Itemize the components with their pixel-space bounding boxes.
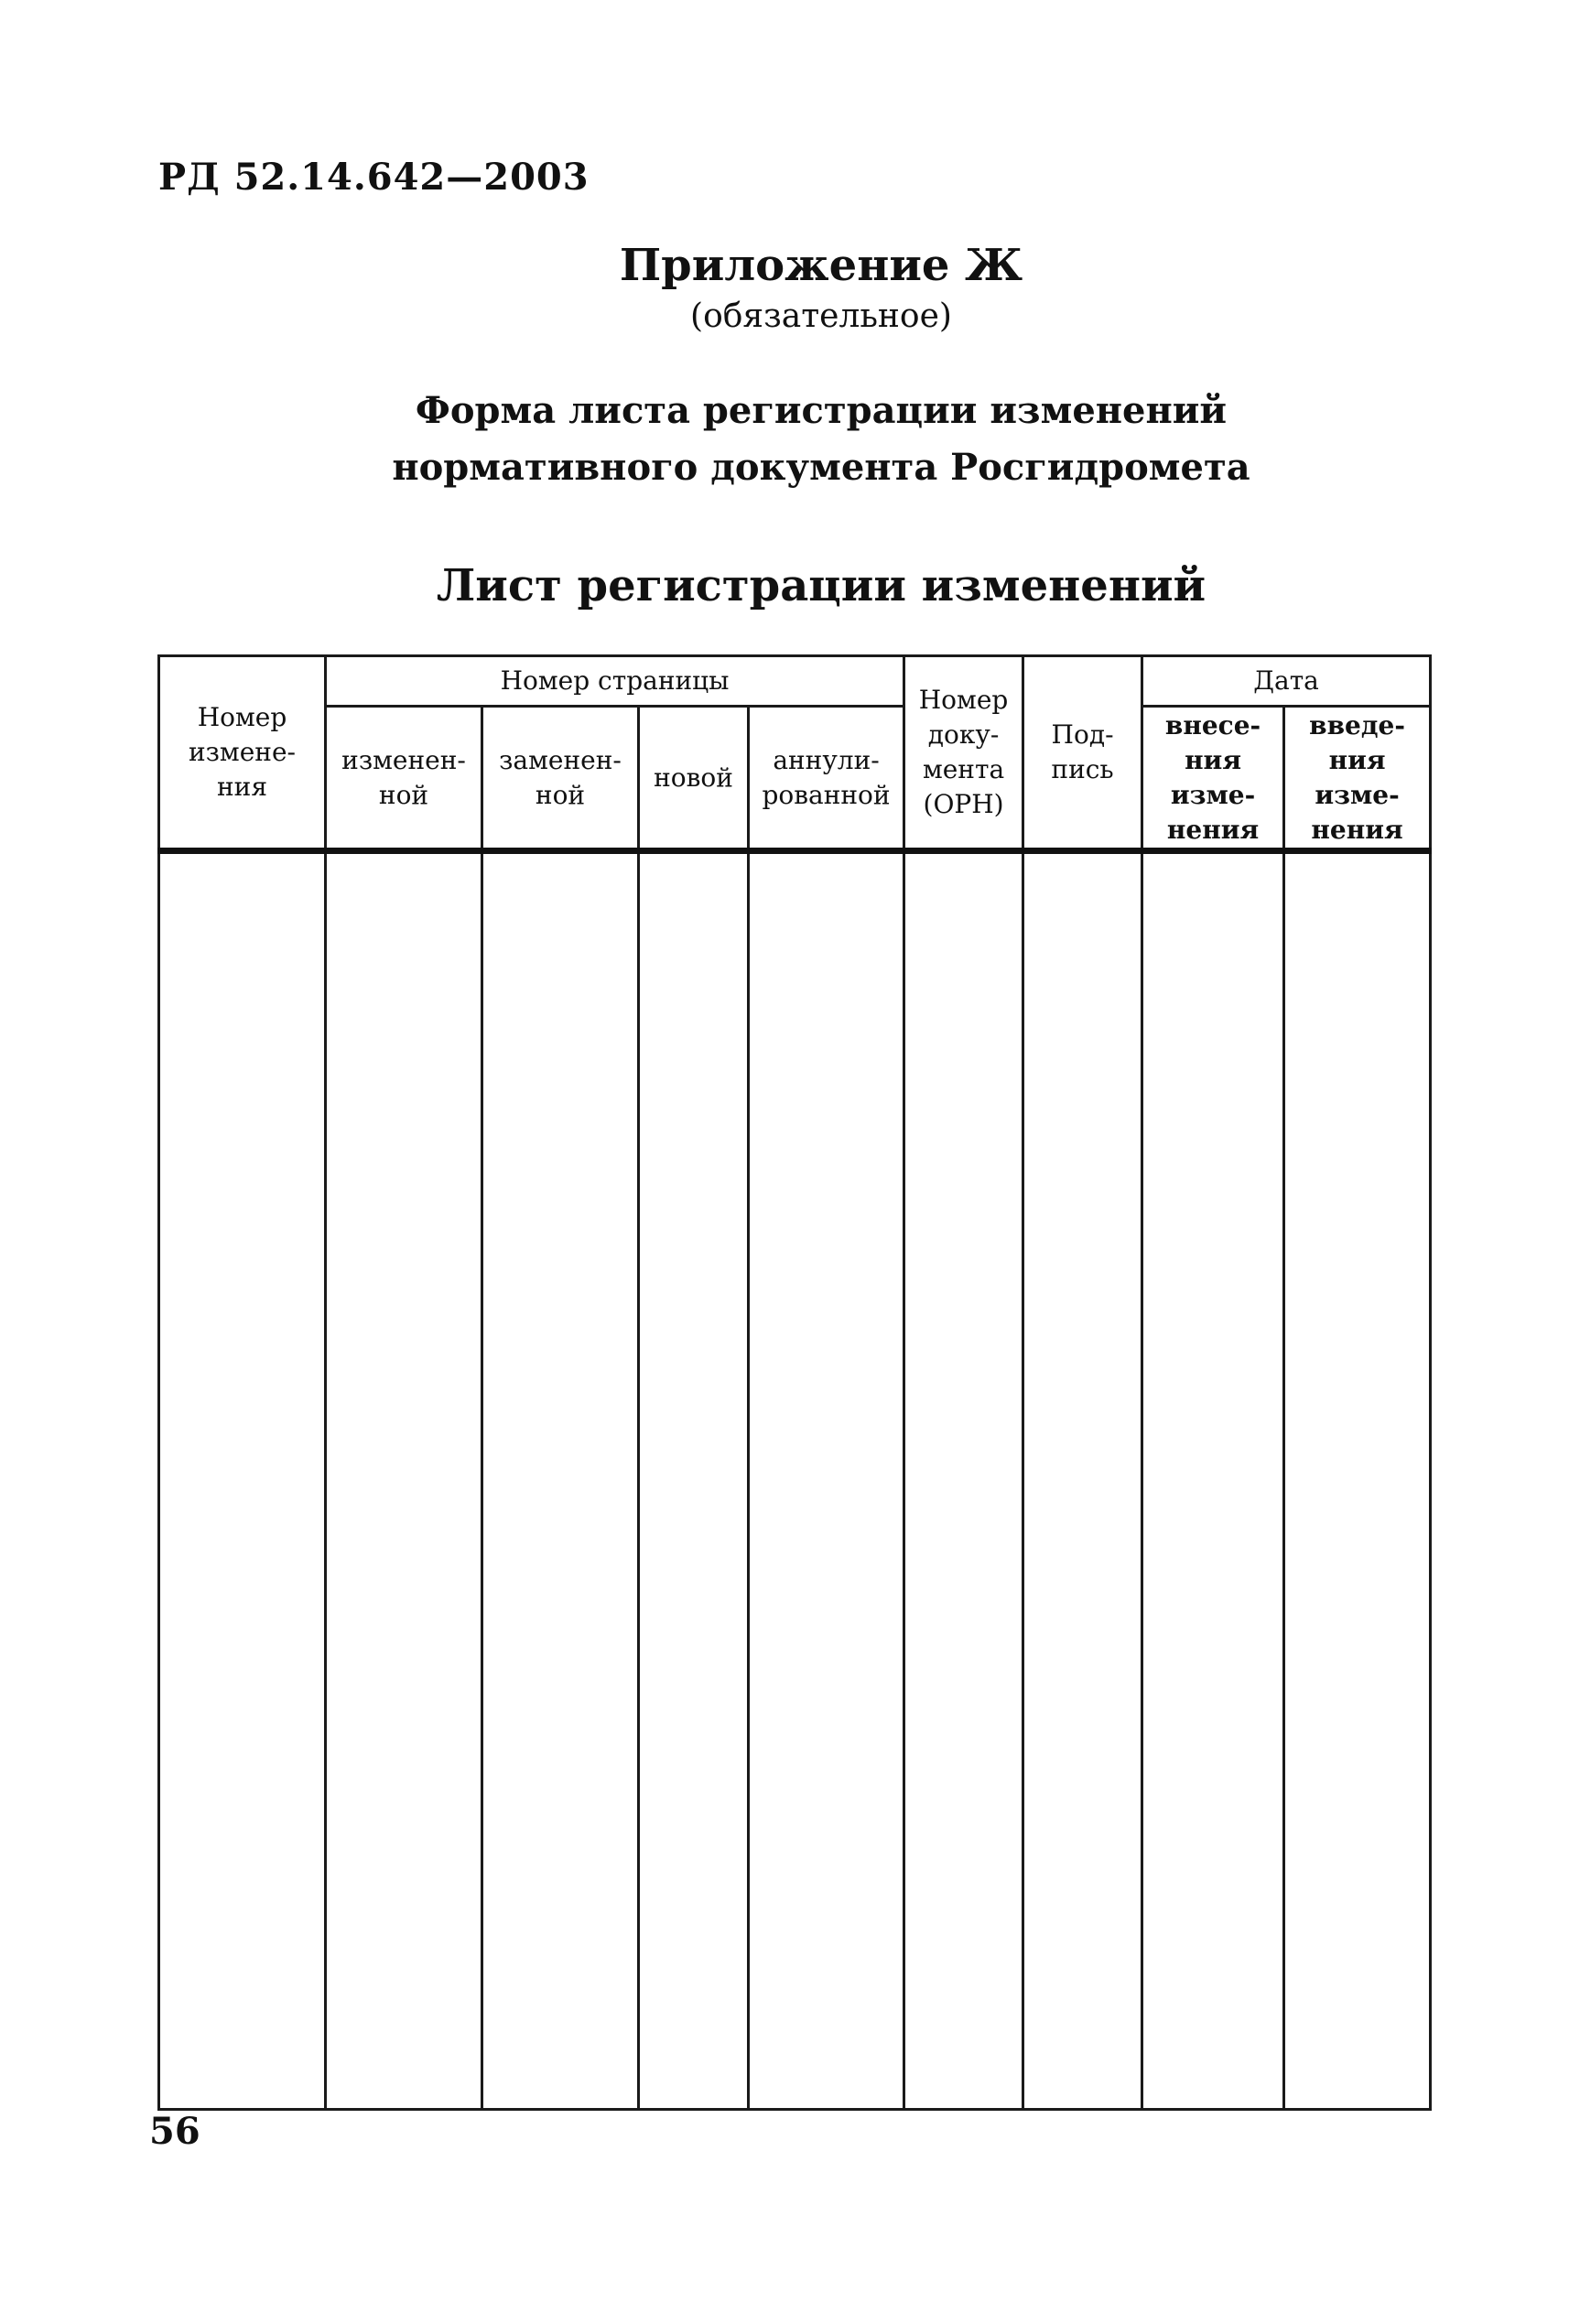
cell-changed-page <box>326 851 482 2110</box>
header-cancelled-line-1: аннули- <box>773 744 880 775</box>
header-change-number-line-3: ния <box>217 772 267 802</box>
form-title <box>37 383 1569 496</box>
header-change-number-line-2: измене- <box>189 737 296 767</box>
cell-date-effective <box>1284 851 1431 2110</box>
cell-date-entry <box>1142 851 1284 2110</box>
header-document-number-line-2: доку- <box>927 719 1000 750</box>
sheet-title: Лист регистрации изменений <box>436 560 1207 611</box>
header-date-entry-line-2: ния <box>1185 744 1242 775</box>
header-page-number-group: Номер страницы <box>326 656 904 707</box>
header-changed-line-2: ной <box>378 779 429 810</box>
header-replaced-line-1: заменен- <box>499 744 622 775</box>
header-document-number-line-3: мента <box>922 754 1005 784</box>
header-date-effective-line-1: введе- <box>1309 709 1405 740</box>
header-change-number <box>159 656 326 851</box>
annex-title: Приложение Ж <box>619 240 1023 291</box>
form-title-line-2: нормативного документа Росгидромета <box>392 446 1250 489</box>
blank-entry-row <box>159 851 1431 2110</box>
header-document-number-line-4: (ОРН) <box>923 789 1004 819</box>
header-new-page: новой <box>639 707 749 851</box>
cell-change-number <box>159 851 326 2110</box>
header-date-effective-line-4: нения <box>1311 814 1403 845</box>
cell-cancelled-page <box>749 851 904 2110</box>
header-changed-page <box>326 707 482 851</box>
header-document-number <box>904 656 1023 851</box>
header-signature-line-1: Под- <box>1051 719 1114 750</box>
cell-new-page <box>639 851 749 2110</box>
header-changed-line-1: изменен- <box>341 744 466 775</box>
header-date-entry-line-3: изме- <box>1170 779 1256 810</box>
header-cancelled-line-2: рованной <box>762 779 891 810</box>
header-signature-line-2: пись <box>1051 754 1114 784</box>
cell-document-number <box>904 851 1023 2110</box>
change-registration-table <box>157 654 1432 2111</box>
header-date-effective-line-2: ния <box>1328 744 1386 775</box>
header-date-effective-line-3: изме- <box>1315 779 1400 810</box>
header-date-entry-line-1: внесе- <box>1164 709 1261 740</box>
header-document-number-line-1: Номер <box>918 685 1009 715</box>
header-date-entry <box>1142 707 1284 851</box>
cell-replaced-page <box>482 851 639 2110</box>
header-date-group: Дата <box>1142 656 1431 707</box>
page-number: 56 <box>149 2110 200 2153</box>
cell-signature <box>1023 851 1142 2110</box>
header-replaced-page <box>482 707 639 851</box>
header-signature <box>1023 656 1142 851</box>
header-change-number-line-1: Номер <box>197 702 287 732</box>
document-code: РД 52.14.642—2003 <box>158 156 590 199</box>
annex-status: (обязательное) <box>690 297 952 335</box>
header-date-entry-line-4: нения <box>1166 814 1260 845</box>
header-replaced-line-2: ной <box>535 779 586 810</box>
header-cancelled-page <box>749 707 904 851</box>
form-title-line-1: Форма листа регистрации изменений <box>415 389 1228 432</box>
header-date-effective <box>1284 707 1431 851</box>
